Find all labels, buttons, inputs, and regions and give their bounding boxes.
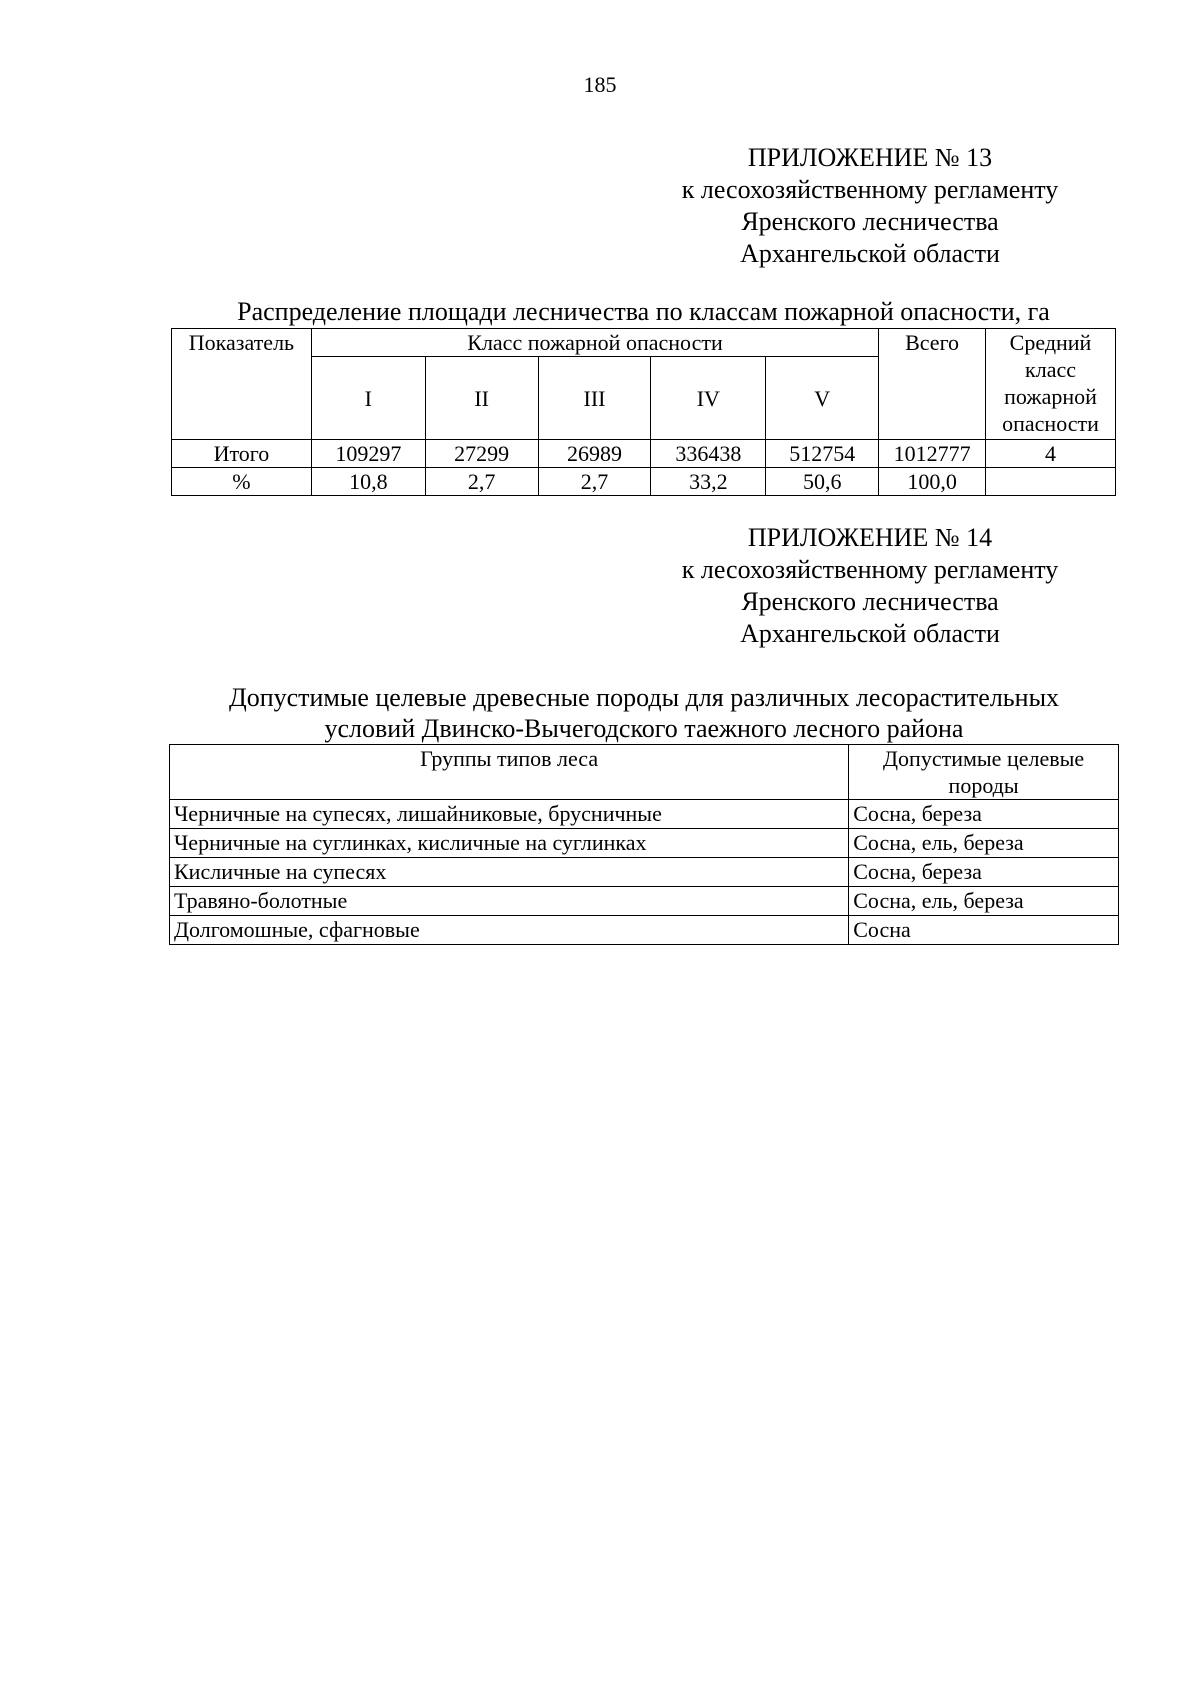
header-avg-line: пожарной: [1004, 384, 1097, 409]
table-cell: 50,6: [766, 468, 879, 496]
appendix-14-line: к лесохозяйственному регламенту: [681, 555, 1059, 584]
table-row: [170, 829, 1119, 858]
header-class-v: V: [766, 357, 879, 440]
header-total: Всего: [879, 329, 986, 440]
table-cell-total: 100,0: [879, 468, 986, 496]
table-header-row: [172, 329, 1116, 357]
appendix-13-line: к лесохозяйственному регламенту: [681, 175, 1059, 204]
forest-group-cell: Долгомошные, сфагновые: [170, 916, 849, 945]
header-class-iv: IV: [651, 357, 766, 440]
species-caption-line: условий Двинско-Вычегодского таежного лесного района: [324, 714, 964, 743]
table-cell: 109297: [311, 440, 425, 468]
header-species-line: породы: [948, 773, 1019, 798]
fire-danger-table: [171, 328, 1116, 496]
header-species-line: Допустимые целевые: [883, 746, 1085, 771]
table-cell: 2,7: [425, 468, 538, 496]
header-avg-line: Средний: [1009, 330, 1092, 355]
forest-group-cell: Черничные на суглинках, кисличные на суглинках: [170, 829, 849, 858]
species-cell: Сосна, береза: [849, 800, 1119, 829]
species-cell: Сосна, ель, береза: [849, 887, 1119, 916]
header-avg-line: класс: [1025, 357, 1076, 382]
header-class-i: I: [311, 357, 425, 440]
species-cell: Сосна: [849, 916, 1119, 945]
appendix-13-line: Архангельской области: [740, 239, 1000, 268]
table-row: [170, 887, 1119, 916]
species-caption-line: Допустимые целевые древесные породы для различных лесорастительных: [228, 683, 1060, 712]
table-cell: 26989: [538, 440, 651, 468]
appendix-14-line: Архангельской области: [740, 619, 1000, 648]
forest-group-cell: Травяно-болотные: [170, 887, 849, 916]
appendix-13-title: ПРИЛОЖЕНИЕ № 13: [747, 143, 993, 172]
header-forest-groups: Группы типов леса: [170, 745, 849, 800]
species-table-caption: [169, 682, 1119, 744]
row-label: Итого: [172, 440, 312, 468]
table-cell: 2,7: [538, 468, 651, 496]
header-indicator: Показатель: [172, 329, 312, 440]
header-avg-class: [986, 329, 1116, 440]
row-label: %: [172, 468, 312, 496]
species-cell: Сосна, береза: [849, 858, 1119, 887]
header-class-iii: III: [538, 357, 651, 440]
forest-group-cell: Черничные на супесях, лишайниковые, брусничные: [170, 800, 849, 829]
header-class-group: Класс пожарной опасности: [311, 329, 878, 357]
page-number: 185: [583, 72, 617, 97]
table-cell: 512754: [766, 440, 879, 468]
fire-table-caption: Распределение площади лесничества по классам пожарной опасности, га: [237, 297, 1050, 326]
appendix-13-line: Яренского лесничества: [741, 207, 999, 236]
table-row: [170, 916, 1119, 945]
appendix-14-header: [630, 522, 1110, 650]
forest-group-cell: Кисличные на супесях: [170, 858, 849, 887]
species-cell: Сосна, ель, береза: [849, 829, 1119, 858]
header-class-ii: II: [425, 357, 538, 440]
table-header-row: [170, 745, 1119, 800]
species-table: [169, 744, 1119, 945]
table-cell-avg: 4: [986, 440, 1116, 468]
table-row: [170, 858, 1119, 887]
header-avg-line: опасности: [1002, 411, 1099, 436]
table-row: [172, 440, 1116, 468]
table-cell: 33,2: [651, 468, 766, 496]
header-allowed-species: [849, 745, 1119, 800]
table-cell: 10,8: [311, 468, 425, 496]
table-row: [170, 800, 1119, 829]
appendix-13-header: [630, 142, 1110, 270]
appendix-14-line: Яренского лесничества: [741, 587, 999, 616]
appendix-14-title: ПРИЛОЖЕНИЕ № 14: [747, 523, 993, 552]
table-cell-total: 1012777: [879, 440, 986, 468]
table-cell-avg: [986, 468, 1116, 496]
table-row: [172, 468, 1116, 496]
table-cell: 27299: [425, 440, 538, 468]
table-cell: 336438: [651, 440, 766, 468]
